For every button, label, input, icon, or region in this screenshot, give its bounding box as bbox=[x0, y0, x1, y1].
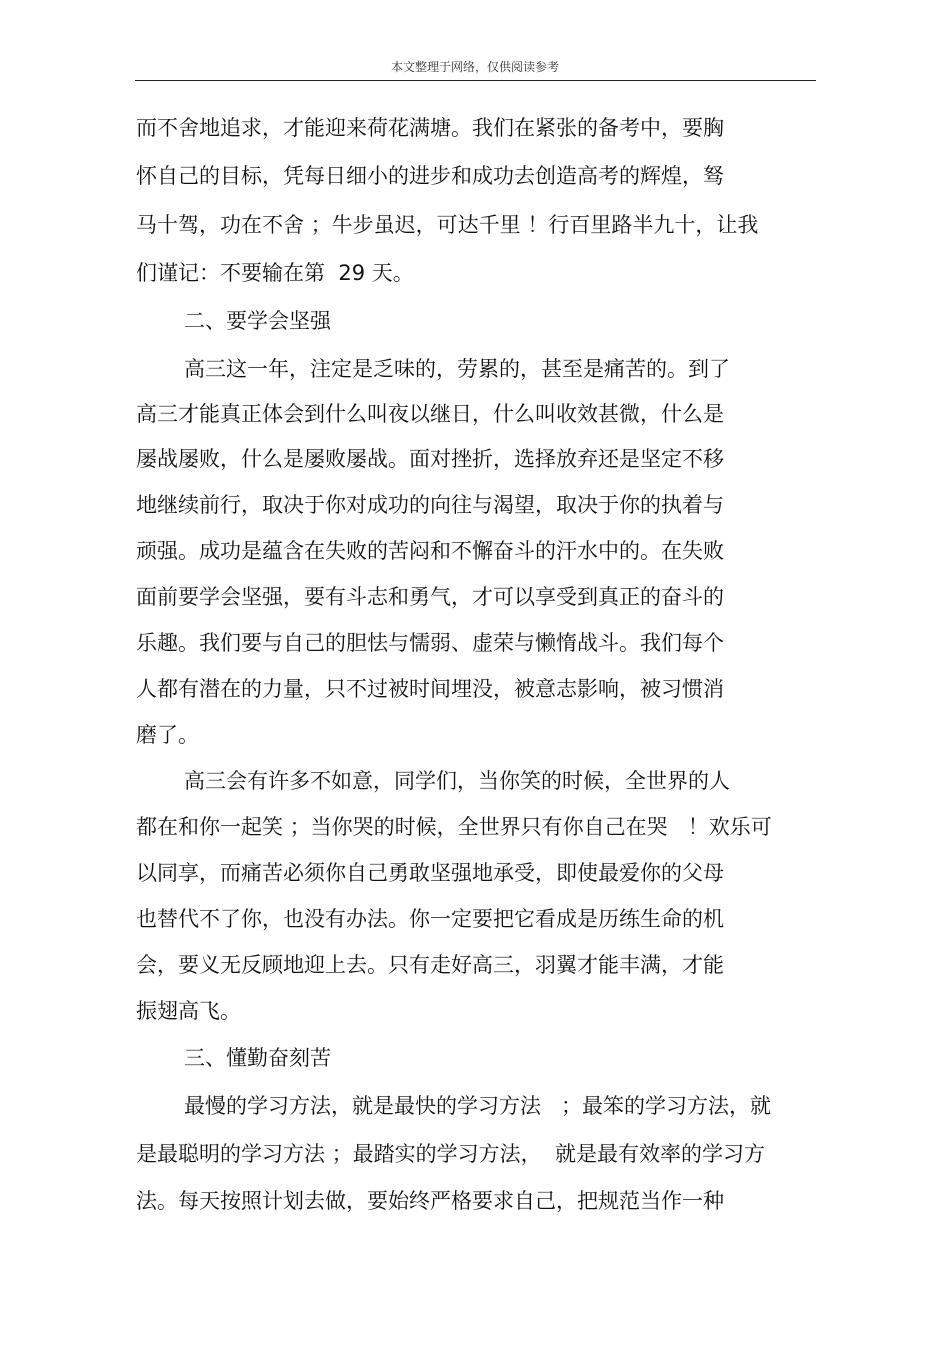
text-line: 法。每天按照计划去做，要始终严格要求自己，把规范当作一种 bbox=[136, 1189, 724, 1213]
paragraph-start: 高三这一年，注定是乏味的，劳累的，甚至是痛苦的。到了 bbox=[184, 357, 730, 381]
text-line: 屡战屡败，什么是屡败屡战。面对挫折，选择放弃还是坚定不移 bbox=[136, 447, 724, 471]
paragraph-start: 最慢的学习方法，就是最快的学习方法 ；最笨的学习方法，就 bbox=[184, 1094, 772, 1118]
text-line: 都在和你一起笑 ；当你哭的时候，全世界只有你自己在哭 ！欢乐可 bbox=[136, 815, 772, 839]
text-line: 顽强。成功是蕴含在失败的苦闷和不懈奋斗的汗水中的。在失败 bbox=[136, 539, 724, 563]
paragraph-start: 高三会有许多不如意，同学们，当你笑的时候，全世界的人 bbox=[184, 769, 730, 793]
text-line: 人都有潜在的力量，只不过被时间埋没，被意志影响，被习惯消 bbox=[136, 677, 724, 701]
text-line: 是最聪明的学习方法 ；最踏实的学习方法， 就是最有效率的学习方 bbox=[136, 1142, 766, 1166]
text-line: 马十驾，功在不舍 ；牛步虽迟，可达千里 ！行百里路半九十，让我 bbox=[136, 213, 759, 237]
text-line: 而不舍地追求，才能迎来荷花满塘。我们在紧张的备考中，要胸 bbox=[136, 116, 724, 140]
page-header: 本文整理于网络，仅供阅读参考 bbox=[390, 60, 559, 74]
text-line: 磨了。 bbox=[136, 723, 199, 747]
text-line: 地继续前行，取决于你对成功的向往与渴望，取决于你的执着与 bbox=[136, 493, 724, 517]
text-line: 高三才能真正体会到什么叫夜以继日，什么叫收效甚微，什么是 bbox=[136, 402, 724, 426]
section-heading: 三、懂勤奋刻苦 bbox=[184, 1046, 331, 1070]
section-heading: 二、要学会坚强 bbox=[184, 309, 331, 333]
text-line: 怀自己的目标，凭每日细小的进步和成功去创造高考的辉煌，驽 bbox=[136, 164, 724, 188]
header-divider bbox=[135, 80, 816, 81]
text-line: 面前要学会坚强，要有斗志和勇气，才可以享受到真正的奋斗的 bbox=[136, 585, 724, 609]
text-line: 也替代不了你，也没有办法。你一定要把它看成是历练生命的机 bbox=[136, 907, 724, 931]
text-line: 乐趣。我们要与自己的胆怯与懦弱、虚荣与懒惰战斗。我们每个 bbox=[136, 631, 724, 655]
text-line: 振翅高飞。 bbox=[136, 999, 241, 1023]
text-line: 以同享，而痛苦必须你自己勇敢坚强地承受，即使最爱你的父母 bbox=[136, 861, 724, 885]
text-line: 们谨记：不要输在第 29 天。 bbox=[136, 261, 414, 285]
text-line: 会，要义无反顾地迎上去。只有走好高三，羽翼才能丰满，才能 bbox=[136, 953, 724, 977]
